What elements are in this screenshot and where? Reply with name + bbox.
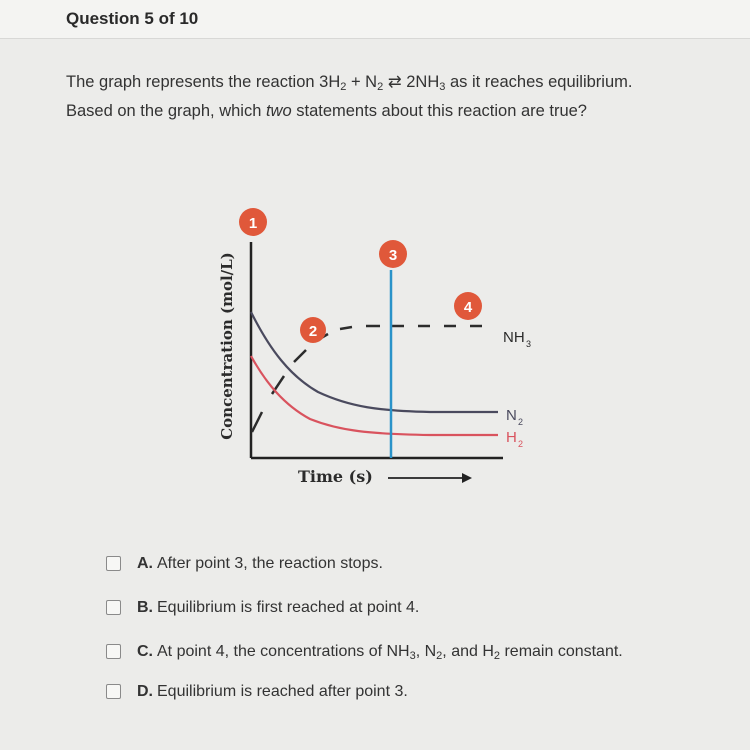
reaction-graph (200, 200, 560, 500)
h2-label (506, 429, 523, 449)
marker-4 (454, 292, 482, 320)
emphasis-word: two (265, 102, 292, 120)
option-c-text: At point 4, the concentrations of $NH_3$, $N_2$, and $H_2$ remain constant. (157, 643, 623, 662)
svg-text:1: 1 (248, 215, 258, 232)
marker-3 (379, 240, 407, 268)
nh3-label (503, 329, 531, 349)
marker-2 (300, 317, 326, 343)
question-header (0, 0, 750, 39)
x-axis-label: Time (s) (298, 467, 373, 486)
option-d[interactable]: D. Equilibrium is reached after point 3. (106, 681, 666, 703)
y-axis-label: Concentration (mol/L) (218, 252, 236, 440)
option-b-text: Equilibrium is first reached at point 4. (157, 599, 420, 616)
option-a[interactable]: A. After point 3, the reaction stops. (106, 553, 666, 575)
svg-text:3: 3 (526, 339, 532, 349)
svg-text:4: 4 (463, 299, 473, 316)
svg-text:3: 3 (388, 247, 398, 264)
option-b-checkbox[interactable] (106, 600, 121, 615)
svg-text:2: 2 (518, 439, 524, 449)
question-text: The graph represents the reaction $3H_2 + N_2$ ⇄ $2NH_3$ as it reaches equilibrium. Based on the graph, which two statements about this reaction are true? (66, 73, 633, 120)
option-d-text: Equilibrium is reached after point 3. (157, 683, 408, 700)
svg-text:N: N (506, 407, 517, 424)
option-c-checkbox[interactable] (106, 644, 121, 659)
nh3-curve (252, 326, 482, 432)
svg-text:H: H (506, 429, 517, 446)
n2-label (506, 407, 523, 427)
answer-options (106, 553, 666, 725)
option-b[interactable]: B. Equilibrium is first reached at point 4. (106, 597, 666, 619)
option-a-text: After point 3, the reaction stops. (157, 555, 383, 572)
time-arrow-head (462, 473, 472, 483)
option-d-checkbox[interactable] (106, 684, 121, 699)
option-c[interactable]: C. At point 4, the concentrations of $NH_3$, $N_2$, and $H_2$ remain constant. (106, 641, 666, 663)
svg-text:2: 2 (518, 417, 524, 427)
marker-1 (239, 208, 267, 236)
svg-text:NH: NH (503, 329, 525, 346)
option-a-checkbox[interactable] (106, 556, 121, 571)
svg-text:2: 2 (308, 323, 318, 340)
question-counter: Question 5 of 10 (66, 9, 199, 28)
